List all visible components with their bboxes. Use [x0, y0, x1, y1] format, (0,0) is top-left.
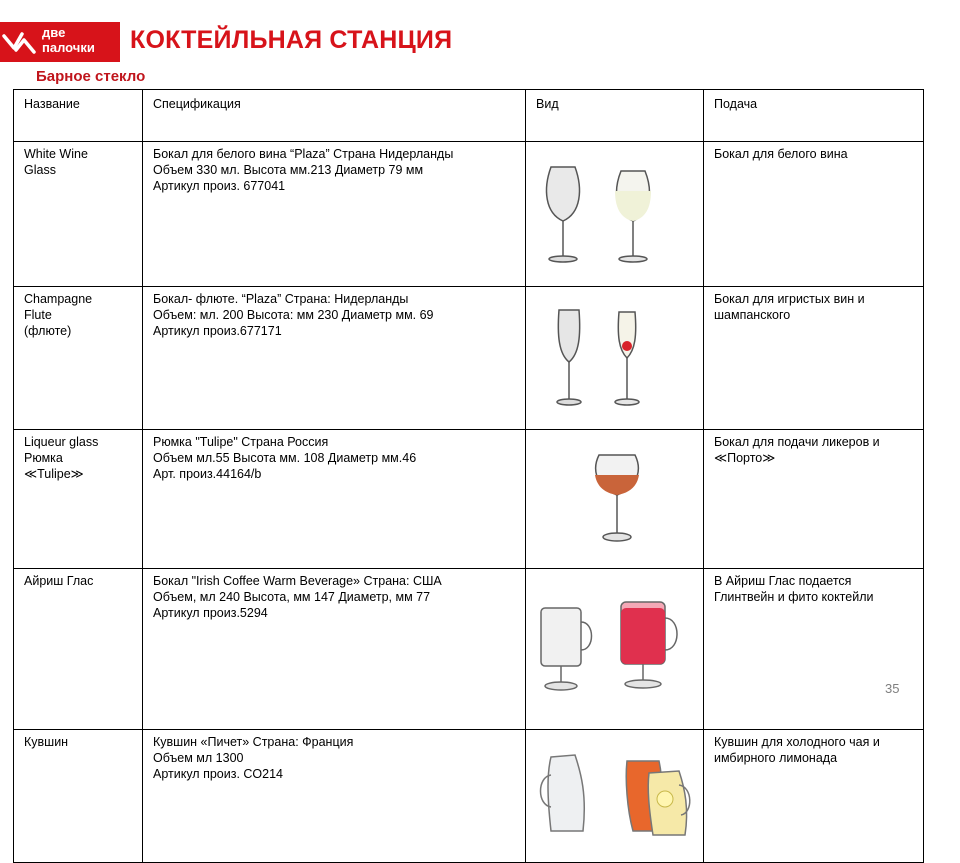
white-wine-glasses-image	[529, 161, 699, 267]
table-header-row	[14, 90, 924, 142]
cell-spec: Кувшин «Пичет» Страна: Франция Объем мл 1300 Артикул произ. CO214	[143, 730, 526, 863]
cell-image	[526, 730, 704, 863]
cell-name: Айриш Глас	[14, 569, 143, 730]
brand-logo	[0, 22, 120, 62]
logo-line-1: две	[42, 25, 66, 40]
cell-spec: Бокал "Irish Coffee Warm Beverage» Страна: США Объем, мл 240 Высота, мм 147 Диаметр, мм 77 Артикул произ.5294	[143, 569, 526, 730]
table-row	[14, 287, 924, 430]
table-row	[14, 430, 924, 569]
liqueur-glass-image	[529, 449, 699, 549]
page-title: КОКТЕЙЛЬНАЯ СТАНЦИЯ	[130, 26, 453, 54]
cell-serving: В Айриш Глас подается Глинтвейн и фито коктейли	[704, 569, 924, 730]
logo-line-2: палочки	[42, 40, 95, 55]
column-header-spec: Спецификация	[143, 90, 526, 142]
column-header-serving: Подача	[704, 90, 924, 142]
cell-serving: Бокал для игристых вин и шампанского	[704, 287, 924, 430]
section-subtitle: Барное стекло	[36, 68, 146, 85]
irish-glasses-image	[529, 588, 699, 710]
lemon-slice-icon	[657, 791, 673, 807]
column-header-name: Название	[14, 90, 143, 142]
cell-serving: Бокал для подачи ликеров и ≪Порто≫	[704, 430, 924, 569]
cell-serving: Кувшин для холодного чая и имбирного лимонада	[704, 730, 924, 863]
table-row	[14, 730, 924, 863]
column-header-image: Вид	[526, 90, 704, 142]
chopsticks-logo-icon	[0, 22, 40, 62]
cell-serving: Бокал для белого вина	[704, 142, 924, 287]
cell-image	[526, 430, 704, 569]
cherry-icon	[622, 341, 632, 351]
table-row	[14, 569, 924, 730]
cell-image	[526, 287, 704, 430]
cell-name: Liqueur glass Рюмка ≪Tulipe≫	[14, 430, 143, 569]
table-row	[14, 142, 924, 287]
cell-image	[526, 142, 704, 287]
glassware-table	[13, 89, 924, 863]
champagne-flutes-image	[529, 306, 699, 410]
cell-spec: Рюмка "Tulipe" Страна Россия Объем мл.55 Высота мм. 108 Диаметр мм.46 Арт. произ.44164/b	[143, 430, 526, 569]
pitchers-image	[529, 749, 699, 843]
cell-name: Кувшин	[14, 730, 143, 863]
cell-spec: Бокал- флюте. “Plaza” Страна: Нидерланды Объем: мл. 200 Высота: мм 230 Диаметр мм. 69 Артикул произ.677171	[143, 287, 526, 430]
cell-spec: Бокал для белого вина “Plaza” Страна Нидерланды Объем 330 мл. Высота мм.213 Диаметр 79 мм Артикул произ. 677041	[143, 142, 526, 287]
cell-name: White Wine Glass	[14, 142, 143, 287]
cell-image	[526, 569, 704, 730]
cell-name: Champagne Flute (флюте)	[14, 287, 143, 430]
page-number: 35	[885, 681, 900, 696]
logo-wordmark	[42, 25, 95, 55]
